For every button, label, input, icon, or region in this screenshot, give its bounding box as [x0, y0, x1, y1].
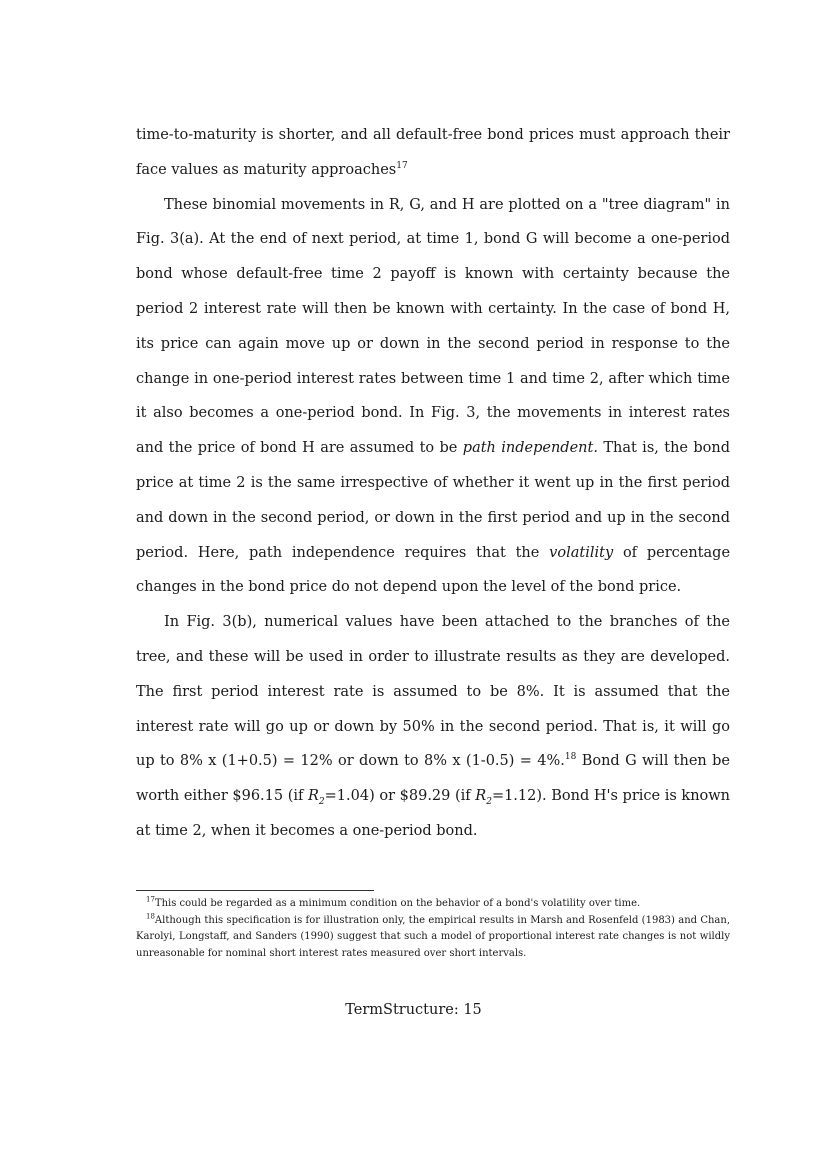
paragraph-3-text-2: Bond G will then be worth either $96.15 (if [136, 753, 730, 805]
footnote-18 [136, 913, 730, 963]
paragraph-2-text-2: That is, the bond price at time 2 is the same irrespective of whether it went up in the first period and down in the second period, or down in the first period and up in the second period. Here, path independence requires that the [136, 440, 731, 561]
page-footer: TermStructure: 15 [345, 1002, 482, 1018]
body-text [136, 118, 730, 849]
paragraph-2-text: These binomial movements in R, G, and H are plotted on a "tree diagram" in Fig. 3(a). At the end of next period, at time 1, bond G will become a one-period bond whose default-free time 2 payoff is known with certainty because the period 2 interest rate will then be known with certainty. In the case of bond H, its price can again move up or down in the second period in response to the change in one-period interest rates between time 1 and time 2, after which time it also becomes a one-period bond. In Fig. 3, the movements in interest rates and the price of bond H are assumed to be [136, 196, 730, 457]
paragraph-3 [136, 605, 730, 849]
footnote-17 [136, 896, 730, 913]
paragraph-2-italic-volatility: volatility [549, 544, 614, 561]
math-r2-a [308, 788, 325, 808]
footnote-ref-18: 18 [564, 752, 577, 763]
math-r2-b-subscript: 2 [486, 797, 492, 808]
paragraph-1 [136, 118, 730, 188]
paragraph-1-text: time-to-maturity is shorter, and all default-free bond prices must approach their face values as maturity approaches [136, 127, 730, 178]
paragraph-2-text-3: of percentage changes in the bond price do not depend upon the level of the bond price. [136, 544, 731, 596]
paragraph-2-italic-path-independent: path independent. [462, 440, 598, 457]
paragraph-3-text: In Fig. 3(b), numerical values have been attached to the branches of the tree, and these will be used in order to illustrate results as they are developed. The first period interest rate is assumed to be 8%. It is assumed that the interest rate will go up or down by 50% in the second period. That is, it will go up to 8% x (1+0.5) = 12% or down to 8% x (1-0.5) = 4%. [136, 614, 730, 770]
footnote-ref-17: 17 [396, 160, 408, 171]
footnote-18-mark: 18 [146, 912, 155, 921]
paragraph-3-text-3: =1.04) or $89.29 (if [324, 788, 471, 805]
math-r2-a-subscript: 2 [318, 797, 325, 808]
footnote-17-mark: 17 [146, 895, 155, 904]
math-r2-b-symbol: R [475, 788, 487, 805]
math-r2-a-symbol: R [308, 788, 319, 805]
footnote-divider [136, 890, 374, 891]
footnote-18-text: Although this specification is for illustration only, the empirical results in Marsh and Rosenfeld (1983) and Chan, Karolyi, Longstaff, and Sanders (1990) suggest that such a model of proportional interest rate changes is not wildly unreasonable for nominal short interest rates measured over short intervals. [136, 914, 730, 959]
footnote-17-text: This could be regarded as a minimum condition on the behavior of a bond's volatility over time. [154, 898, 641, 909]
math-r2-b [475, 788, 492, 808]
paragraph-3-text-4: =1.12). Bond H's price is known at time 2, when it becomes a one-period bond. [136, 788, 731, 839]
paragraph-2 [136, 188, 730, 606]
footnotes [136, 896, 730, 962]
